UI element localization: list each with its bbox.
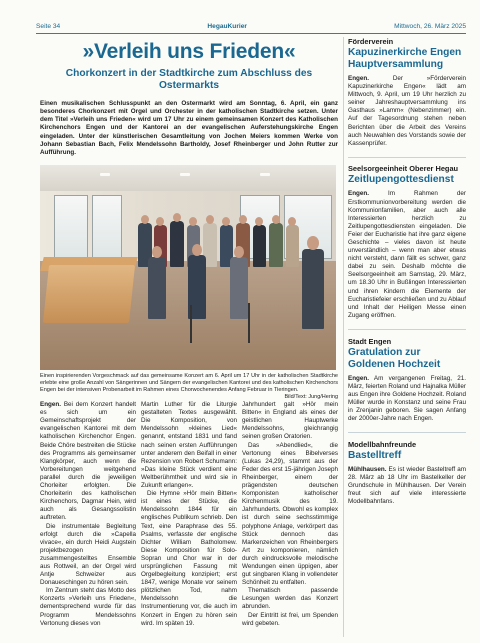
notice-kicker: Seelsorgeeinheit Oberer Hegau	[348, 164, 459, 174]
body-paragraph	[40, 401, 136, 522]
photo-person	[170, 221, 184, 267]
photo-lamp	[100, 173, 110, 176]
photo-credit: Bild/Text: Jung/Hering	[284, 394, 338, 401]
body-paragraph: Jahrhundert galt »Hör mein Bitten« in England als eines der geistlichen Hauptwerke Mendelssohns, gleichrangig seinen großen Oratorien.	[242, 401, 338, 441]
notice-body	[348, 75, 466, 148]
main-article	[40, 34, 338, 643]
notice-headline: Bastelltreff	[348, 449, 402, 461]
photo-music-stand	[248, 303, 250, 343]
dateline: Engen.	[348, 374, 369, 382]
notice-text: Es ist wieder Basteltreff am 28. März ab 18 Uhr im Bastelkeller der Grundschule in Mühlhausen. Der Verein freut sich auf viele interessierte Modellbahnfans.	[348, 465, 466, 506]
photo-person	[269, 223, 283, 267]
issue-date: Mittwoch, 26. März 2025	[394, 23, 466, 30]
article-body	[40, 401, 338, 628]
notice-divider	[348, 157, 466, 158]
notice-text: Der »Förderverein Kapuzinerkirche Engen« lädt am Mittwoch, 9. April, um 19 Uhr herzlich zu seiner Jahreshauptversammlung ins Gasthaus »Lamm« (Nebenzimmer) ein. Auf der Tagesordnung stehen neben Berichten über die Arbeit des Vereins auch Neuwahlen des Vorstands sowie der Kassenprüfer.	[348, 75, 466, 147]
notice-body	[348, 375, 466, 424]
article-column-2	[141, 401, 237, 628]
photo-person-head	[307, 236, 319, 250]
photo-window	[54, 195, 88, 259]
notice-kicker: Förderverein	[348, 37, 394, 46]
notice-divider	[348, 432, 466, 433]
photo-caption	[40, 373, 338, 401]
article-headline: »Verleih uns Frieden«	[82, 40, 296, 63]
notice-headline: Gratulation zur Goldenen Hochzeit	[348, 346, 441, 370]
article-column-1	[40, 401, 136, 628]
notice-text: Im Rahmen der Erstkommunionvorbereitung werden die Kommunionfamilien, aber auch alle Interessierten herzlich zu Zeitlupengottesdiensten eingeladen. Die Feier der Eucharistie hat ihre ganz eigene Geschichte – vieles davon ist heute unverständlich – wenn man aber etwas nicht versteht, dann fällt es schwer, ganz dabei zu sein. Deshalb möchte die Seelsorgeeinheit am Samstag, 29. März, um 18.30 Uhr in Bußlingen Interessierten und ihren Kindern die Elemente der Eucharistiefeier erschließen und zu Ablauf und Inhalt der Heiligen Messe einen Zugang eröffnen.	[348, 190, 466, 319]
photo-lamp	[260, 173, 270, 176]
photo-person	[302, 249, 324, 329]
notice-body	[348, 466, 466, 506]
notice-body	[348, 190, 466, 320]
body-paragraph: Martin Luther für die Liturgie gestalteten Textes ausgewählt. Die Komposition, von Mendelssohn »kleines Lied« genannt, entstand 1831 und fand nach seinen ersten Aufführungen unter anderem den Beifall in einer Rezension von Robert Schumann: »Das kleine Stück verdient eine Weltberühmtheit und wird sie in Zukunft erlangen«.	[141, 401, 237, 490]
photo-person	[230, 257, 248, 319]
sidebar-notices	[343, 37, 466, 637]
body-paragraph: Im Zentrum steht das Motto des Konzerts »Verleih uns Frieden«, dementsprechend wurde für das Programm Mendelssohns Vertonung dieses von	[40, 587, 136, 627]
dateline: Engen.	[40, 401, 61, 409]
caption-text: Einen inspirierenden Vorgeschmack auf das gemeinsame Konzert am 6. April um 17 Uhr in der katholischen Stadtkirche erlebte eine große Anzahl von Sängerinnen und Sängern der evangelischen Kantorei und des katholischen Kirchenchors Engen bei der intensiven Probenarbeit im Rahmen eines Chorwochenendes Anfang Februar in Tieringen.	[40, 373, 338, 394]
notice-stadt-engen	[348, 337, 466, 424]
article-lead: Einen musikalischen Schlusspunkt an den Ostermarkt wird am Sonntag, 6. April, ein ganz besonderes Chorkonzert mit Orgel und Orchester in der katholischen Stadtkirche setzen. Unter dem Titel »Verleih uns Frieden« wird um 17 Uhr zu einem gemeinsamen Konzert des Katholischen Kirchenchors Engen und der Kantorei an der evangelischen Auferstehungskirche Engen eingeladen. Unter der künstlerischen Gesamtleitung von Jochen Meiers kommen Werke von Johann Sebastian Bach, Felix Mendelssohn Bartholdy, Josef Rheinberger und John Rutter zur Aufführung.	[40, 100, 338, 156]
photo-person	[253, 225, 266, 267]
article-subhead: Chorkonzert in der Stadtkirche zum Abschluss des Ostermarkts	[65, 68, 313, 91]
paragraph-text: Bei dem Konzert handelt es sich um ein Gemeinschaftsprojekt der evangelischen Kantorei mit dem katholischen Kirchenchor Engen. Beide Chöre bestreiten die Stücke des Programms als gemeinsamer Klangkörper, auch wenn die Vorbereitungen weitgehend parallel durch die jeweiligen Chorleiter erfolgten. Die Chorleiterin des katholischen Kirchenchors, Dagmar Hein, wird auch als Gesangssolistin auftreten.	[40, 401, 136, 522]
body-paragraph: Der Eintritt ist frei, um Spenden wird gebeten.	[242, 611, 338, 627]
choir-rehearsal-photo	[40, 165, 336, 370]
notice-kicker: Stadt Engen	[348, 336, 392, 346]
dateline: Engen.	[348, 75, 369, 82]
body-paragraph: Thematisch passende Lesungen werden das Konzert abrunden.	[242, 587, 338, 611]
photo-person-head	[152, 246, 162, 258]
body-paragraph: Das »Abendlied«, die Vertonung eines Bibelverses (Lukas 24,29), stammt aus der Feder des erst 15-jährigen Joseph Rheinberger, einem der prägendsten deutschen Komponisten katholischer Kirchenmusik des 19. Jahrhunderts. Obwohl es komplex ist durch seine sechsstimmige polyphone Anlage, verkörpert das Stück dennoch das Markenzeichen von Rheinbergers Art zu komponieren, nämlich durch eindrucksvolle melodische Wendungen einen üppigen, aber gut singbaren Klang in vollendeter Schönheit zu entfalten.	[242, 441, 338, 587]
dateline: Mühlhausen.	[348, 465, 387, 473]
notice-modellbahnfreunde	[348, 440, 466, 506]
photo-person	[148, 257, 166, 319]
notice-headline: Zeitlupengottesdienst	[348, 174, 454, 186]
page-number: Seite 34	[36, 23, 61, 30]
notice-divider	[348, 329, 466, 330]
page-header	[36, 21, 466, 32]
body-paragraph: Die instrumentale Begleitung erfolgt durch die »Capella vivace«, ein durch Heidi Augstein projektbezogen zusammengestelltes Ensemble aus Rottweil, an der Orgel wird Antje Schweizer aus Donaueschingen zu hören sein.	[40, 522, 136, 587]
dateline: Engen.	[348, 190, 369, 198]
notice-foerderverein	[348, 37, 466, 148]
article-column-3	[242, 401, 338, 628]
notice-kicker: Modellbahnfreunde	[348, 439, 417, 449]
notice-seelsorgeeinheit	[348, 164, 466, 320]
photo-lamp	[180, 173, 190, 176]
photo-ceiling	[40, 165, 336, 191]
photo-window	[92, 195, 122, 259]
photo-person-head	[234, 246, 244, 258]
photo-piano	[43, 265, 135, 323]
photo-music-stand	[190, 305, 192, 343]
photo-person	[286, 225, 299, 267]
notice-text: Am vergangenen Freitag, 21. März, feierten Roland und Hajnalka Müller aus Engen ihre Goldene Hochzeit. Roland Müller wurde in Konstanz und seine Frau in Zrenjanin geboren. Sie sagen Anfang der 2000er-Jahre nach Engen.	[348, 374, 466, 422]
photo-person-head	[192, 244, 202, 256]
body-paragraph: Die Hymne »Hör mein Bitten« ist eines der Stücke, die Mendelssohn 1844 für ein englisches Publikum schrieb. Den Text, eine Paraphrase des 55. Psalms, verfasste der englische Dichter William Batholomew. Diese Komposition für Solo-Sopran und Chor war in der ursprünglichen Fassung mit Orgelbegleitung konzipiert; erst 1847, wenige Monate vor seinem plötzlichen Tod, nahm Mendelssohn die Instrumentierung vor, die auch im Konzert in Engen zu hören sein wird. Im späten 19.	[141, 490, 237, 627]
notice-headline: Kapuzinerkirche Engen Hauptversammlung	[348, 47, 462, 70]
paper-name: HegauKurier	[207, 23, 247, 30]
